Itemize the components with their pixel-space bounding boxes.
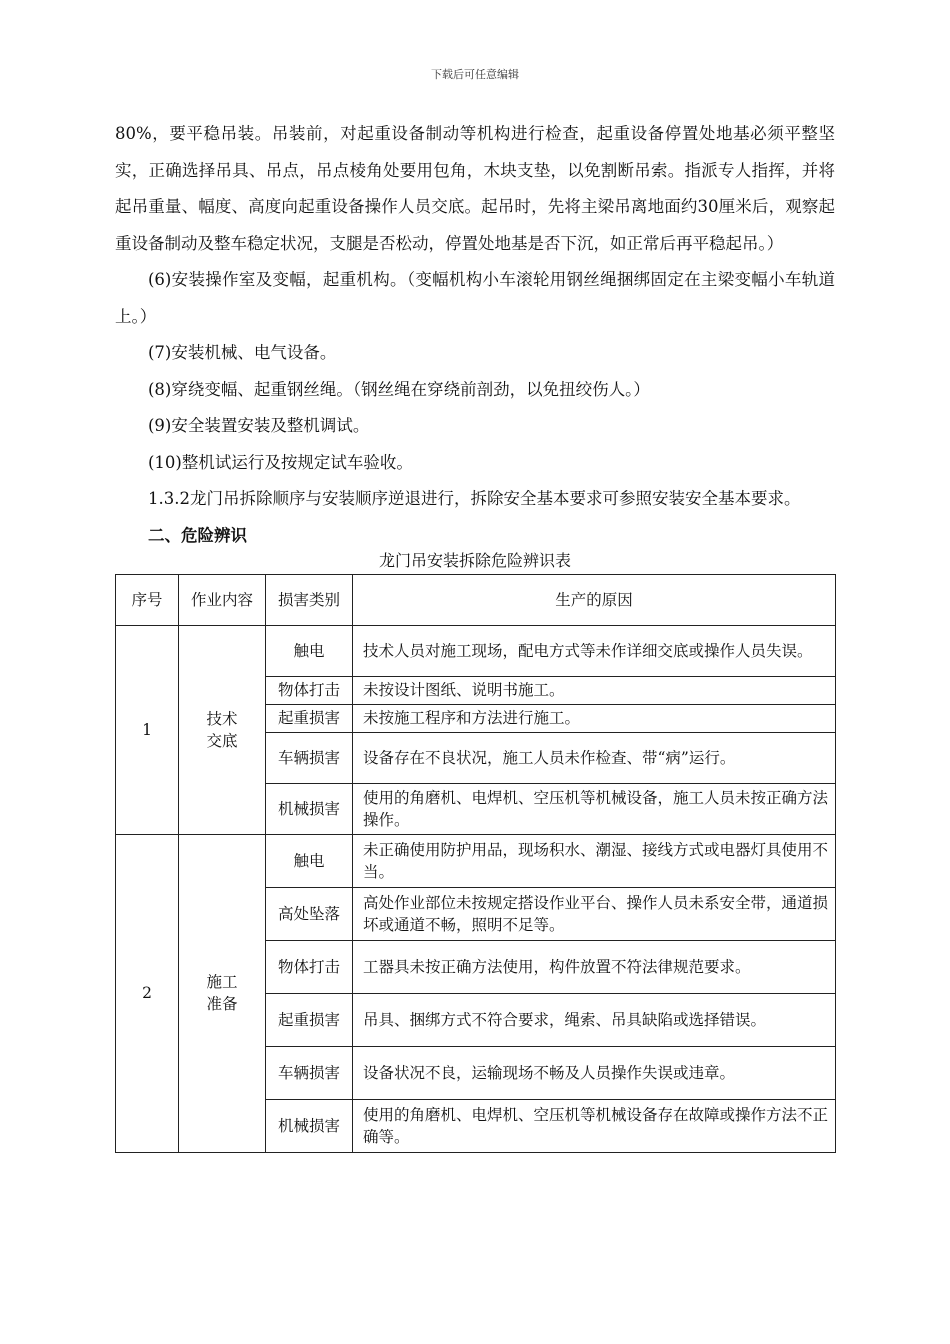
cell-work: 施工准备 <box>179 834 266 1152</box>
cell-reason: 使用的角磨机、电焊机、空压机等机械设备，施工人员未按正确方法操作。 <box>353 783 836 834</box>
paragraph: 1.3.2龙门吊拆除顺序与安装顺序逆退进行，拆除安全基本要求可参照安装安全基本要求。 <box>148 489 801 508</box>
table-title: 龙门吊安装拆除危险辨识表 <box>378 550 571 570</box>
cell-type: 起重损害 <box>266 993 353 1046</box>
section-heading: 二、危险辨识 <box>148 525 247 545</box>
table-row <box>116 625 836 676</box>
cell-type: 起重损害 <box>266 704 353 732</box>
cell-type: 高处坠落 <box>266 887 353 940</box>
table-row <box>116 834 836 887</box>
cell-type: 车辆损害 <box>266 732 353 783</box>
cell-reason: 未按设计图纸、说明书施工。 <box>353 676 836 704</box>
table-header-row <box>116 574 836 625</box>
paragraph: (7)安装机械、电气设备。 <box>148 343 337 362</box>
header-type: 损害类别 <box>266 574 353 625</box>
cell-reason: 未按施工程序和方法进行施工。 <box>353 704 836 732</box>
cell-type: 物体打击 <box>266 676 353 704</box>
cell-work: 技术交底 <box>179 625 266 834</box>
cell-reason: 高处作业部位未按规定搭设作业平台、操作人员未系安全带，通道损坏或通道不畅，照明不足等。 <box>353 887 836 940</box>
cell-reason: 技术人员对施工现场，配电方式等未作详细交底或操作人员失误。 <box>353 625 836 676</box>
cell-reason: 使用的角磨机、电焊机、空压机等机械设备存在故障或操作方法不正确等。 <box>353 1099 836 1152</box>
paragraph: (8)穿绕变幅、起重钢丝绳。（钢丝绳在穿绕前剖劲，以免扭绞伤人。） <box>148 379 650 399</box>
page-header-note: 下载后可任意编辑 <box>431 68 519 81</box>
cell-reason: 未正确使用防护用品，现场积水、潮湿、接线方式或电器灯具使用不当。 <box>353 834 836 887</box>
header-no: 序号 <box>116 574 179 625</box>
header-reason: 生产的原因 <box>353 574 836 625</box>
paragraph: (9)安全装置安装及整机调试。 <box>148 416 370 435</box>
cell-type: 物体打击 <box>266 940 353 993</box>
cell-reason: 吊具、捆绑方式不符合要求，绳索、吊具缺陷或选择错误。 <box>353 993 836 1046</box>
cell-reason: 设备状况不良，运输现场不畅及人员操作失误或违章。 <box>353 1046 836 1099</box>
header-work: 作业内容 <box>179 574 266 625</box>
cell-reason: 工器具未按正确方法使用，构件放置不符法律规范要求。 <box>353 940 836 993</box>
document-body <box>115 116 835 1153</box>
cell-type: 触电 <box>266 834 353 887</box>
paragraph: 80%，要平稳吊装。吊装前，对起重设备制动等机构进行检查，起重设备停置处地基必须平整坚实，正确选择吊具、吊点，吊点棱角处要用包角，木块支垫，以免割断吊索。指派专人指挥，并将起吊重量、幅度、高度向起重设备操作人员交底。起吊时，先将主梁吊离地面约30厘米后，观察起重设备制动及整车稳定状况，支腿是否松动，停置处地基是否下沉，如正常后再平稳起吊。） <box>115 124 835 253</box>
cell-type: 车辆损害 <box>266 1046 353 1099</box>
cell-type: 机械损害 <box>266 783 353 834</box>
hazard-table <box>115 574 836 1153</box>
cell-no: 1 <box>116 625 179 834</box>
cell-type: 机械损害 <box>266 1099 353 1152</box>
cell-type: 触电 <box>266 625 353 676</box>
paragraph: (6)安装操作室及变幅，起重机构。（变幅机构小车滚轮用钢丝绳捆绑固定在主梁变幅小车轨道上。） <box>115 270 835 326</box>
paragraph: (10)整机试运行及按规定试车验收。 <box>148 452 413 472</box>
cell-no: 2 <box>116 834 179 1152</box>
cell-reason: 设备存在不良状况，施工人员未作检查、带“病”运行。 <box>353 732 836 783</box>
